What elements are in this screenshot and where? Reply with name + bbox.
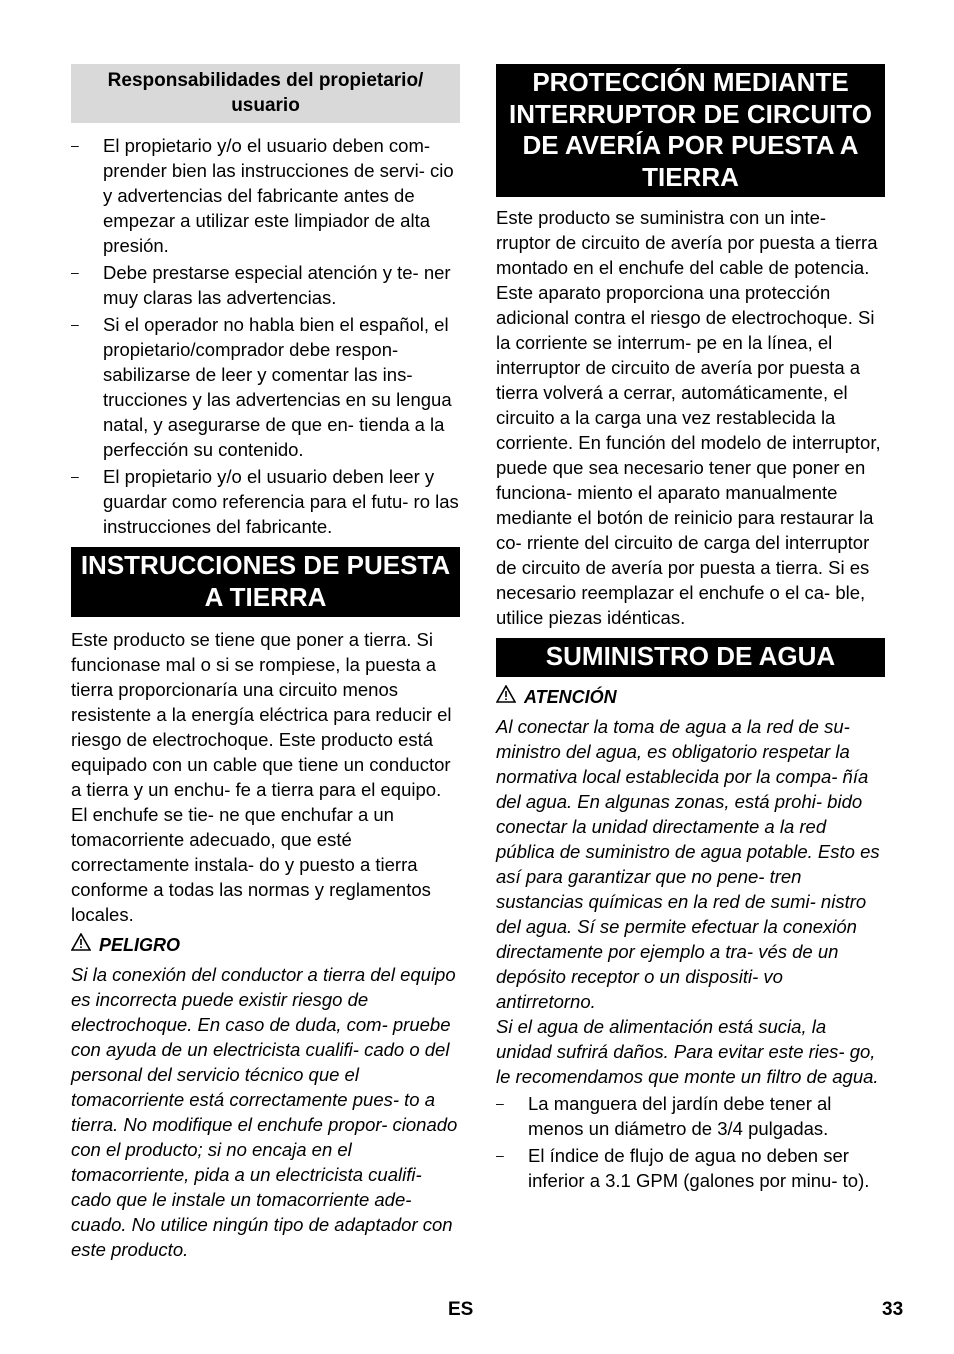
warning-triangle-icon bbox=[496, 685, 516, 710]
list-item-text: Debe prestarse especial atención y te- ner muy claras las advertencias. bbox=[103, 262, 451, 308]
attention-paragraph-1: Al conectar la toma de agua a la red de su- ministro del agua, es obligatorio respetar la normativa local establecida por la compa- ñía del agua. En algunas zonas, está prohi- bido conectar la unidad directamente a la red pública de suministro de agua potable. Esto es así para garantizar que no pene- tren sustancias químicas en la red de sumi- nistro del agua. Sí se permite efectuar la conexión directamente por ejemplo a tra- vés de un depósito receptor o un dispositi- vo antirretorno. bbox=[496, 715, 880, 1012]
footer-language: ES bbox=[448, 1299, 474, 1320]
list-item bbox=[71, 133, 460, 258]
water-requirements-list bbox=[496, 1091, 885, 1193]
danger-paragraph: Si la conexión del conductor a tierra del equipo es incorrecta puede existir riesgo de electrochoque. En caso de duda, com- pruebe con ayuda de un electricista cualifi- cado o del personal del servicio técnico que el tomacorriente está correctamente pues- to a tierra. No modifique el enchufe propor- cionado con el producto; si no encaja en el tomacorriente, pida a un electricista cualifi- cado que le instale un tomacorriente ade- cuado. No utilice ningún tipo de adaptador con este producto. bbox=[71, 964, 458, 1260]
attention-label: ATENCIÓN bbox=[524, 686, 617, 707]
grounding-paragraph: Este producto se tiene que poner a tierra. Si funcionase mal o si se rompiese, la puesta a tierra proporcionaría una circuito menos resistente a la energía eléctrica para reducir el riesgo de electrochoque. Este producto está equipado con un cable que tiene un conductor a tierra y un enchu- fe a tierra para el equipo. El enchufe se tie- ne que enchufar a un tomacorriente adecuado, que esté correctamente instala- do y puesto a tierra conforme a todas las normas y reglamentos locales. bbox=[71, 629, 452, 925]
left-column bbox=[71, 64, 460, 1262]
footer-page-number: 33 bbox=[882, 1299, 904, 1320]
owner-responsibilities-heading: Responsabilidades del propietario/ usuario bbox=[71, 64, 460, 123]
dash-bullet: – bbox=[71, 137, 79, 153]
danger-warning-label bbox=[71, 933, 460, 958]
owner-responsibilities-list bbox=[71, 133, 460, 539]
gfci-protection-heading: PROTECCIÓN MEDIANTE INTERRUPTOR DE CIRCUITO DE AVERÍA POR PUESTA A TIERRA bbox=[496, 64, 885, 197]
dash-bullet: – bbox=[496, 1146, 504, 1163]
danger-label: PELIGRO bbox=[99, 935, 181, 955]
list-item bbox=[71, 464, 460, 539]
dash-bullet: – bbox=[71, 264, 79, 280]
attention-paragraph-2: Si el agua de alimentación está sucia, la unidad sufrirá daños. Para evitar este ries- go, le recomendamos que monte un filtro de agua. bbox=[496, 1015, 879, 1087]
list-item-text: El propietario y/o el usuario deben com- prender bien las instrucciones de servi- cio y advertencias del fabricante antes de empezar a utilizar este limpiador de alta presión. bbox=[103, 135, 454, 256]
gfci-paragraph: Este producto se suministra con un inte- rruptor de circuito de avería por puesta a tierra montado en el enchufe del cable de potencia. Este aparato proporciona una protección adicional contra el riesgo de electrochoque. Si la corriente se interrum- pe en la línea, el interruptor de circuito de avería por puesta a tierra volverá a cerrar, automáticamente, el circuito a la carga una vez restablecida la corriente. En función del modelo de interruptor, puede que sea necesario tener que poner en funciona- miento el aparato manualmente mediante el botón de reinicio para restaurar la co- rriente del circuito de carga del interruptor de circuito de avería por puesta a tierra. Si es necesario reemplazar el enchufe o el ca- ble, utilice piezas idénticas. bbox=[496, 207, 881, 628]
list-item bbox=[496, 1143, 885, 1193]
dash-bullet: – bbox=[71, 316, 79, 332]
dash-bullet: – bbox=[71, 468, 79, 484]
list-item-text: Si el operador no habla bien el español, el propietario/comprador debe respon- sabilizarse de leer y comentar las ins- trucciones y las advertencias en su lengua natal, y asegurarse de que en- tienda a la perfección su contenido. bbox=[103, 314, 452, 460]
list-item bbox=[496, 1091, 885, 1141]
grounding-instructions-heading: INSTRUCCIONES DE PUESTA A TIERRA bbox=[71, 547, 460, 617]
water-supply-heading: SUMINISTRO DE AGUA bbox=[496, 638, 885, 677]
list-item bbox=[71, 312, 460, 462]
list-item-text: La manguera del jardín debe tener al menos un diámetro de 3/4 pulgadas. bbox=[528, 1092, 832, 1139]
list-item bbox=[71, 260, 460, 310]
list-item-text: El propietario y/o el usuario deben leer y guardar como referencia para el futu- ro las instrucciones del fabricante. bbox=[103, 466, 459, 537]
list-item-text: El índice de flujo de agua no deben ser inferior a 3.1 GPM (galones por minu- to). bbox=[528, 1144, 870, 1191]
attention-warning-label bbox=[496, 685, 885, 710]
dash-bullet: – bbox=[496, 1094, 504, 1111]
warning-triangle-icon bbox=[71, 933, 91, 958]
right-column bbox=[496, 64, 885, 1195]
